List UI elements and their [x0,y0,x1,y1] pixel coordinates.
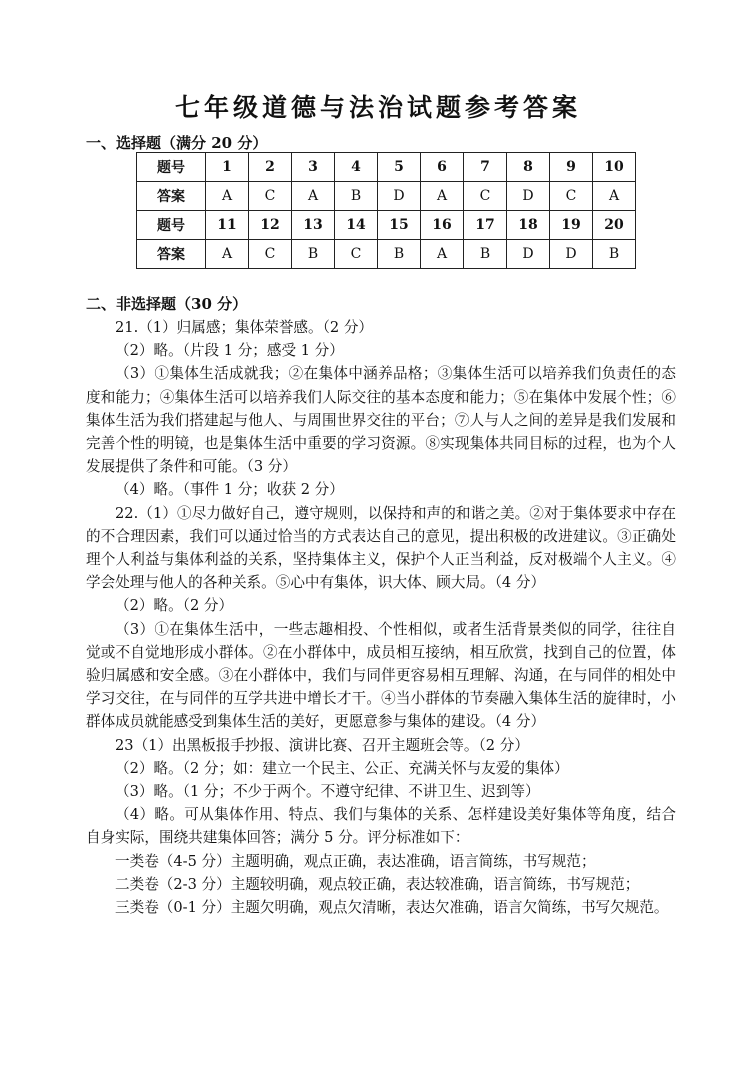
table-cell: B [378,240,421,269]
table-cell: 11 [206,211,249,240]
table-row [137,211,636,240]
answer-paragraph: （2）略。（片段 1 分；感受 1 分） [115,342,344,360]
table-cell: 17 [464,211,507,240]
table-cell: 7 [464,153,507,182]
table-cell: D [550,240,593,269]
answer-paragraph: （3）①集体生活成就我；②在集体中涵养品格；③集体生活可以培养我们负责任的态度和能力；④集体生活可以培养我们人际交往的基本态度和能力；⑤在集体中发展个性；⑥集体生活为我们搭建起与他人、与周围世界交往的平台；⑦人与人之间的差异是我们发展和完善个性的明镜，也是集体生活中重要的学习资源。⑧实现集体共同目标的过程，也为个人发展提供了条件和可能。（3 分） [86,365,676,476]
section2-heading: 二、非选择题（30 分） [86,295,248,313]
table-cell: 18 [507,211,550,240]
table-cell: 19 [550,211,593,240]
table-row [137,240,636,269]
answer-paragraph: 23（1）出黑板报手抄报、演讲比赛、召开主题班会等。（2 分） [115,736,529,754]
table-cell: B [593,240,636,269]
table-cell: C [464,182,507,211]
table-cell: C [550,182,593,211]
answer-paragraph: （2）略。（2 分；如：建立一个民主、公正、充满关怀与友爱的集体） [115,759,569,777]
table-cell: A [292,182,335,211]
answer-paragraph: （4）略。可从集体作用、特点、我们与集体的关系、怎样建设美好集体等角度，结合自身实际，围绕共建集体回答；满分 5 分。评分标准如下： [86,806,676,847]
table-cell: 6 [421,153,464,182]
answer-paragraph: （4）略。（事件 1 分；收获 2 分） [115,481,344,499]
table-cell: D [378,182,421,211]
answer-body [86,316,676,919]
row-header: 答案 [137,182,206,211]
page-title: 七年级道德与法治试题参考答案 [174,93,581,122]
grading-criterion: 二类卷（2-3 分）主题较明确，观点较正确，表达较准确，语言简练，书写规范； [115,875,640,893]
table-cell: 4 [335,153,378,182]
table-cell: A [206,182,249,211]
table-cell: B [464,240,507,269]
table-cell: 20 [593,211,636,240]
table-cell: A [593,182,636,211]
table-cell: 8 [507,153,550,182]
row-header: 题号 [137,153,206,182]
table-cell: C [249,182,292,211]
table-cell: C [335,240,378,269]
table-cell: 13 [292,211,335,240]
table-cell: 14 [335,211,378,240]
table-row [137,153,636,182]
table-cell: 9 [550,153,593,182]
section1-heading: 一、选择题（满分 20 分） [86,134,268,152]
grading-criterion: 一类卷（4-5 分）主题明确，观点正确，表达准确，语言简练，书写规范； [115,852,596,870]
table-cell: 15 [378,211,421,240]
table-cell: C [249,240,292,269]
table-cell: 10 [593,153,636,182]
table-cell: 1 [206,153,249,182]
table-cell: 16 [421,211,464,240]
answer-paragraph: （3）①在集体生活中，一些志趣相投、个性相似，或者生活背景类似的同学，往往自觉或不自觉地形成小群体。②在小群体中，成员相互接纳，相互欣赏，找到自己的位置，体验归属感和安全感。③在小群体中，我们与同伴更容易相互理解、沟通，在与同伴的相处中学习交往，在与同伴的互学共进中增长才干。④当小群体的节奏融入集体生活的旋律时，小群体成员就能感受到集体生活的美好，更愿意参与集体的建设。（4 分） [86,620,676,731]
table-cell: 2 [249,153,292,182]
table-cell: 12 [249,211,292,240]
row-header: 题号 [137,211,206,240]
table-cell: D [507,240,550,269]
table-cell: A [421,182,464,211]
table-row [137,182,636,211]
answer-paragraph: （2）略。（2 分） [115,597,234,615]
table-cell: 3 [292,153,335,182]
table-cell: D [507,182,550,211]
table-cell: B [292,240,335,269]
row-header: 答案 [137,240,206,269]
grading-criterion: 三类卷（0-1 分）主题欠明确，观点欠清晰，表达欠准确，语言欠简练，书写欠规范。 [115,899,669,917]
answer-table [136,152,636,269]
table-cell: B [335,182,378,211]
table-cell: 5 [378,153,421,182]
table-cell: A [421,240,464,269]
answer-paragraph: 22.（1）①尽力做好自己，遵守规则，以保持和声的和谐之美。②对于集体要求中存在的不合理因素，我们可以通过恰当的方式表达自己的意见，提出积极的改进建议。③正确处理个人利益与集体利益的关系，坚持集体主义，保护个人正当利益，反对极端个人主义。④学会处理与他人的各种关系。⑤心中有集体，识大体、顾大局。（4 分） [86,504,676,592]
table-cell: A [206,240,249,269]
answer-paragraph: （3）略。（1 分；不少于两个。不遵守纪律、不讲卫生、迟到等） [115,783,540,801]
answer-paragraph: 21.（1）归属感；集体荣誉感。（2 分） [115,319,374,336]
